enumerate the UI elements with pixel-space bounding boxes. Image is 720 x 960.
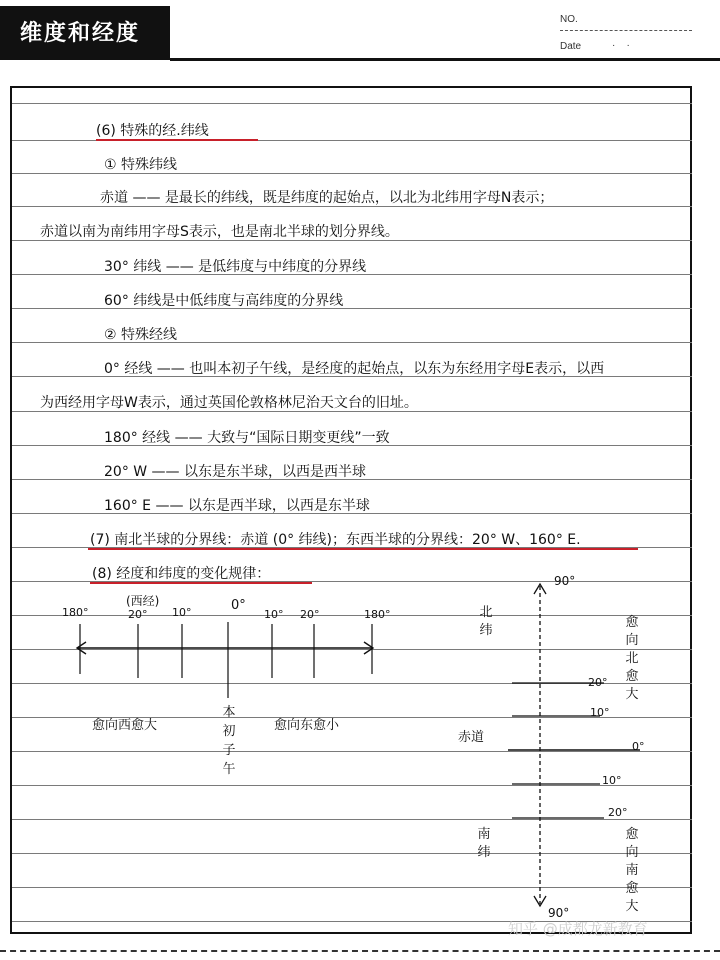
north-latitude-char-2: 纬 <box>479 623 493 638</box>
lat-60-note: 60° 纬线是中低纬度与高纬度的分界线 <box>104 293 344 309</box>
south-increase-char-3: 南 <box>625 863 639 878</box>
lat-30-note: 30° 纬线 —— 是低纬度与中纬度的分界线 <box>104 259 367 275</box>
equator-label: 赤道 <box>458 730 485 745</box>
no-label: NO. <box>560 14 578 25</box>
prime-meridian-line-1: 0° 经线 —— 也叫本初子午线，是经度的起始点，以东为东经用字母E表示，以西 <box>104 361 605 377</box>
prime-meridian-char-2: 初 <box>222 724 236 739</box>
south-increase-char-2: 向 <box>625 845 639 860</box>
equator-line-1: 赤道 —— 是最长的纬线，既是纬度的起始点，以北为北纬用字母N表示； <box>100 190 554 206</box>
date-label: Date <box>560 41 582 52</box>
ruled-line <box>12 887 692 888</box>
no-field-line <box>560 30 692 31</box>
subheading-special-latitudes: ① 特殊纬线 <box>104 157 178 173</box>
longitude-label-0: 0° <box>231 598 246 613</box>
ruled-line <box>12 819 692 820</box>
latitude-label-10n: 10° <box>590 706 610 719</box>
south-increase-char-4: 愈 <box>625 881 639 896</box>
north-pole-label: 90° <box>554 574 576 588</box>
latitude-label-20s: 20° <box>608 806 628 819</box>
south-increase-char-1: 愈 <box>625 827 639 842</box>
heading-8-underline <box>90 582 312 584</box>
longitude-label-10e: 10° <box>264 608 284 621</box>
page-title: 维度和经度 <box>0 6 170 60</box>
latitude-label-equator: 0° <box>632 740 645 753</box>
north-increase-char-5: 大 <box>625 687 639 702</box>
lon-180-note: 180° 经线 —— 大致与“国际日期变更线”一致 <box>104 430 390 446</box>
header-rule <box>170 58 720 61</box>
ruled-line <box>12 853 692 854</box>
east-decrease-note: 愈向东愈小 <box>274 718 340 733</box>
north-increase-char-3: 北 <box>625 651 639 666</box>
lon-20w-note: 20° W —— 以东是东半球，以西是西半球 <box>104 464 367 480</box>
latitude-label-10s: 10° <box>602 774 622 787</box>
south-latitude-char-1: 南 <box>477 827 491 842</box>
date-dots: · · <box>612 40 630 51</box>
north-increase-char-1: 愈 <box>625 615 639 630</box>
west-longitude-label: (西经) <box>126 594 160 608</box>
north-increase-char-4: 愈 <box>625 669 639 684</box>
west-increase-note: 愈向西愈大 <box>92 718 158 733</box>
prime-meridian-char-3: 子 <box>222 743 236 758</box>
subheading-special-longitudes: ② 特殊经线 <box>104 327 178 343</box>
prime-meridian-line-2: 为西经用字母W表示，通过英国伦敦格林尼治天文台的旧址。 <box>40 395 418 411</box>
heading-7-underline <box>88 548 638 550</box>
heading-6: (6) 特殊的经.纬线 <box>96 123 209 139</box>
ruled-line <box>12 103 692 104</box>
south-increase-char-5: 大 <box>625 899 639 914</box>
watermark: 知乎 @成都龙新教育 <box>508 920 648 938</box>
ruled-line <box>12 649 692 650</box>
latitude-label-20n: 20° <box>588 676 608 689</box>
prime-meridian-char-1: 本 <box>222 705 236 720</box>
south-latitude-char-2: 纬 <box>477 845 491 860</box>
heading-7: (7) 南北半球的分界线：赤道 (0° 纬线)；东西半球的分界线：20° W、160° E. <box>90 532 581 548</box>
longitude-label-180e: 180° <box>364 608 391 621</box>
ruled-line <box>12 615 692 616</box>
prime-meridian-char-4: 午 <box>222 762 236 777</box>
longitude-label-20e: 20° <box>300 608 320 621</box>
heading-6-underline <box>96 139 258 141</box>
longitude-label-180w: 180° <box>62 606 89 619</box>
north-latitude-char-1: 北 <box>479 605 493 620</box>
south-pole-label: 90° <box>548 906 570 920</box>
lon-160e-note: 160° E —— 以东是西半球，以西是东半球 <box>104 498 370 514</box>
longitude-label-10w: 10° <box>172 606 192 619</box>
ruled-line <box>12 751 692 752</box>
north-increase-char-2: 向 <box>625 633 639 648</box>
equator-line-2: 赤道以南为南纬用字母S表示，也是南北半球的划分界线。 <box>40 224 399 240</box>
ruled-line <box>12 785 692 786</box>
bottom-dashed-rule <box>0 950 720 952</box>
longitude-label-20w: 20° <box>128 608 148 621</box>
heading-8: (8) 经度和纬度的变化规律： <box>92 566 271 582</box>
